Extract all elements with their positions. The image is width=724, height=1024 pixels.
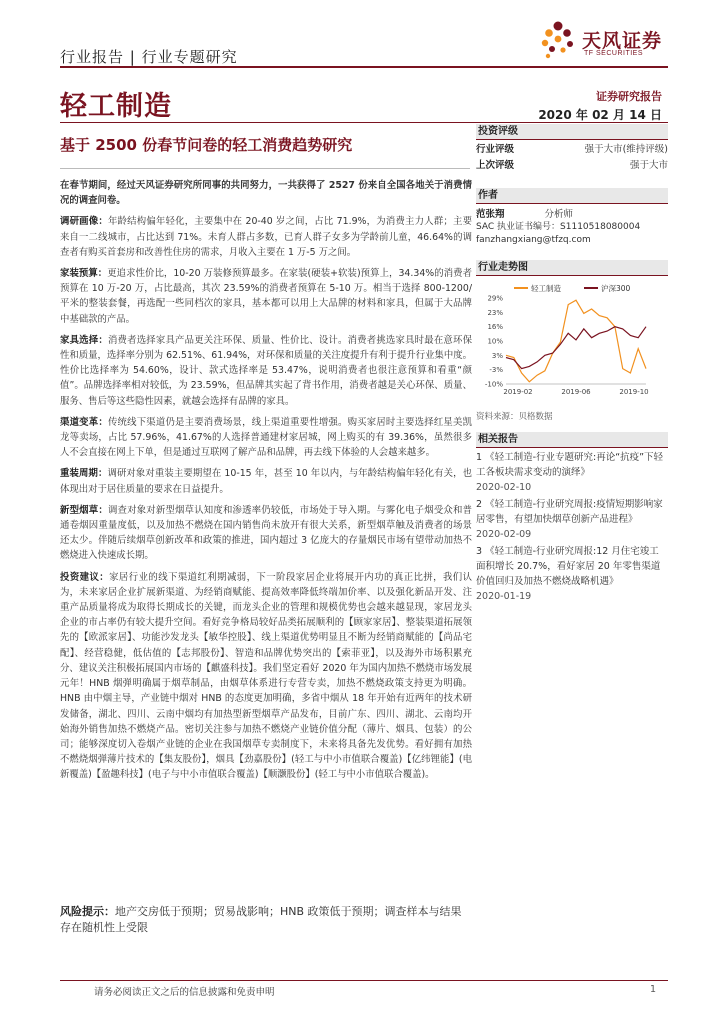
related-section	[476, 432, 668, 604]
body-paragraph	[60, 503, 472, 564]
y-tick-label: -10%	[484, 380, 503, 389]
risk-warning	[60, 904, 472, 936]
rating-key: 行业评级	[476, 144, 515, 155]
paragraph-text: 更追求性价比，10-20 万装修预算最多。在家装(硬装+软装)预算上，34.34%的消费者预算在 10 万-20 万，占比最高，其次 23.59%的消费者预算在 5-10 万。相当于选择 800-1200/平米的整装套餐，再选配一些同档次的家具，基本都可以用上大品牌的材料和家具，但属于大品牌中基础款的产品。	[60, 268, 472, 325]
rating-value: 强于大市(维持评级)	[584, 144, 668, 155]
trend-section	[476, 260, 668, 276]
body-paragraph	[60, 333, 472, 409]
author-name: 范张翔	[476, 209, 505, 220]
trend-chart	[476, 280, 668, 402]
risk-head: 风险提示：	[60, 905, 115, 918]
related-report-title: 1 《轻工制造-行业专题研究:再论“抗疫”下轻工各板块需求变动的演绎》	[476, 452, 664, 478]
paragraph-head: 新型烟草：	[60, 504, 108, 516]
author-row	[476, 208, 668, 221]
paragraph-head: 家装预算：	[60, 268, 108, 280]
related-report-title: 3 《轻工制造-行业研究周报:12 月住宅竣工面积增长 20.7%，看好家居 20 年零售渠道价值回归及加热不燃烧战略机遇》	[476, 546, 661, 587]
related-title: 相关报告	[476, 432, 668, 448]
x-tick-label: 2019-06	[561, 388, 591, 396]
footer-divider	[60, 980, 668, 981]
related-report[interactable]	[476, 497, 668, 542]
series-line	[506, 300, 646, 382]
paragraph-head: 渠道变革：	[60, 416, 108, 428]
rating-section	[476, 124, 668, 174]
paragraph-head: 投资建议：	[60, 571, 110, 583]
report-type: 证券研究报告	[596, 90, 662, 103]
footer-disclaimer: 请务必阅读正文之后的信息披露和免责申明	[94, 987, 275, 998]
company-name: 天风证券	[582, 30, 663, 52]
body-paragraph	[60, 570, 472, 783]
report-title: 基于 2500 份春节问卷的轻工消费趋势研究	[60, 136, 353, 154]
legend-label: 轻工制造	[531, 284, 561, 293]
y-tick-label: 23%	[487, 308, 503, 317]
report-category: 行业报告 | 行业专题研究	[60, 48, 238, 66]
paragraph-text: 传统线下渠道仍是主要消费场景，线上渠道重要性增强。购买家居时主要选择红星美凯龙等卖场，占比 57.96%，41.67%的人选择普通建材家居城，网上购买的有 39.36%，虽然很多人不会直接在网上下单，但是通过互联网了解产品和品牌，再去线下体验的人会越来越多。	[60, 416, 472, 459]
header-divider	[60, 66, 668, 68]
y-tick-label: 29%	[487, 294, 503, 303]
x-tick-label: 2019-10	[619, 388, 649, 396]
industry-title: 轻工制造	[60, 91, 172, 122]
y-tick-label: 10%	[487, 337, 503, 346]
paragraph-text: 年龄结构偏年轻化，主要集中在 20-40 岁之间，占比 71.9%，为消费主力人群；主要来自一二线城市，占比达到 71%。未育人群占多数，已育人群子女多为学龄前儿童，46.64%的调查者有购买首套房和改善性住房的需求，月收入主要在 1 万-5 万之间。	[60, 216, 472, 258]
logo-mark-icon	[540, 18, 580, 62]
author-role: 分析师	[544, 209, 574, 220]
trend-title: 行业走势图	[476, 260, 668, 276]
report-body	[60, 178, 472, 789]
related-report-date: 2020-01-19	[476, 591, 532, 602]
paragraph-text: 家居行业的线下渠道红利期减弱，下一阶段家居企业将展开内功的真正比拼，我们认为，未来家居企业扩展新渠道、为经销商赋能、提高效率降低终端加价率、以及强化新品开发、注重产品质量将成为取得长期成长的关键，而龙头企业的管理和规模优势也会越来越显现，家居龙头企业的市占率仍有较大提升空间。看好竞争格局较好品类拓展顺利的【顾家家居】、整装渠道拓展领先的【欧派家居】、功能沙发龙头【敏华控股】、线上渠道优势明显且不断为经销商赋能的【尚品宅配】、经营稳健，低估值的【志邦股份】、智造和品牌优势突出的【索菲亚】，以及海外市场积累充分、建议关注积极拓展国内市场的【麒盛科技】。我们坚定看好 2020 年为国内加热不燃烧市场发展元年！HNB 烟弹明确属于烟草制品，由烟草体系进行专营专卖，加热不燃烧政策支持更为明确。HNB 由中烟主导，产业链中烟对 HNB 的态度更加明确，多省中烟从 18 年开始有近两年的技术研发储备，湖北、四川、云南中烟均有加热型新型烟草产品发布，目前广东、四川、湖北、云南均开始海外销售加热不燃烧产品。密切关注参与加热不燃烧产业链价值分配（薄片、烟具、包装）的公司；能够深度切入卷烟产业链的企业在我国烟草专卖制度下，未来将具备先发优势。看好拥有加热不燃烧烟弹薄片技术的【集友股份】，烟具【劲嘉股份】(轻工与中小市值联合覆盖)【亿纬锂能】(电新覆盖)【盈趣科技】(电子与中小市值联合覆盖)【顺灏股份】(轻工与中小市值联合覆盖)。	[60, 571, 472, 781]
author-title: 作者	[476, 188, 668, 204]
paragraph-text: 消费者选择家具产品更关注环保、质量、性价比、设计。消费者挑选家具时最在意环保性和质量，选择率分别为 62.51%、61.94%，对环保和质量的关注度提升有利于提升行业集中度。性价比选择率为 54.60%，设计、款式选择率是 53.47%，说明消费者也很注意预算和看重“颜值”。品牌选择率相对较低，为 23.59%，但品牌其实起了背书作用，消费者越是关心环保、质量、服务、售后等这些隐性因素，就越会选择有品牌的家具。	[60, 334, 472, 407]
y-tick-label: 3%	[491, 351, 503, 360]
y-tick-label: 16%	[487, 323, 503, 332]
legend-label: 沪深300	[601, 284, 631, 293]
rating-value: 强于大市	[629, 160, 668, 171]
related-report[interactable]	[476, 450, 668, 495]
body-paragraph	[60, 214, 472, 260]
body-paragraph	[60, 415, 472, 461]
author-sac: SAC 执业证书编号：S1110518080004	[476, 222, 641, 232]
author-section	[476, 188, 668, 247]
subheader-divider	[60, 122, 668, 123]
rating-row	[476, 142, 668, 158]
company-name-en: TF SECURITIES	[584, 50, 644, 57]
paragraph-head: 重装周期：	[60, 468, 108, 480]
title-divider	[60, 168, 470, 169]
related-report[interactable]	[476, 544, 668, 604]
risk-text: 地产交房低于预期；贸易战影响；HNB 政策低于预期；调查样本与结果存在随机性上受限	[60, 905, 462, 934]
chart-source: 资料来源：贝格数据	[476, 412, 553, 422]
intro-paragraph: 在春节期间，经过天风证券研究所同事的共同努力，一共获得了 2527 份来自全国各地关于消费情况的调查问卷。	[60, 180, 472, 207]
paragraph-head: 家具选择：	[60, 334, 108, 346]
author-email[interactable]: fanzhangxiang@tfzq.com	[476, 235, 591, 245]
series-line	[506, 327, 646, 369]
related-report-date: 2020-02-09	[476, 529, 532, 540]
related-report-date: 2020-02-10	[476, 482, 532, 493]
rating-key: 上次评级	[476, 160, 515, 171]
y-tick-label: -3%	[489, 366, 503, 375]
body-paragraph	[60, 266, 472, 327]
page-number: 1	[650, 984, 657, 995]
related-report-title: 2 《轻工制造-行业研究周报:疫情短期影响家居零售，有望加快烟草创新产品进程》	[476, 499, 663, 525]
x-tick-label: 2019-02	[503, 388, 533, 396]
paragraph-text: 调查对象对新型烟草认知度和渗透率仍较低，市场处于导入期。与雾化电子烟受众和普通卷烟因重量度低，以及加热不燃烧在国内销售尚未放开有很大关系，新型烟草触及消费者的场景还太少。伴随后续烟草创新改革和政策的推进，国内超过 3 亿庞大的存量烟民市场有望带动加热不燃烧进入快速成长期。	[60, 504, 472, 562]
rating-row	[476, 158, 668, 174]
rating-title: 投资评级	[476, 124, 668, 140]
body-paragraph	[60, 466, 472, 496]
report-date: 2020 年 02 月 14 日	[538, 108, 662, 122]
paragraph-text: 调研对象对重装主要期望在 10-15 年，甚至 10 年以内，与年龄结构偏年轻化有关，也体现出对于居住质量的要求在日益提升。	[60, 468, 472, 495]
paragraph-head: 调研画像：	[60, 216, 108, 228]
